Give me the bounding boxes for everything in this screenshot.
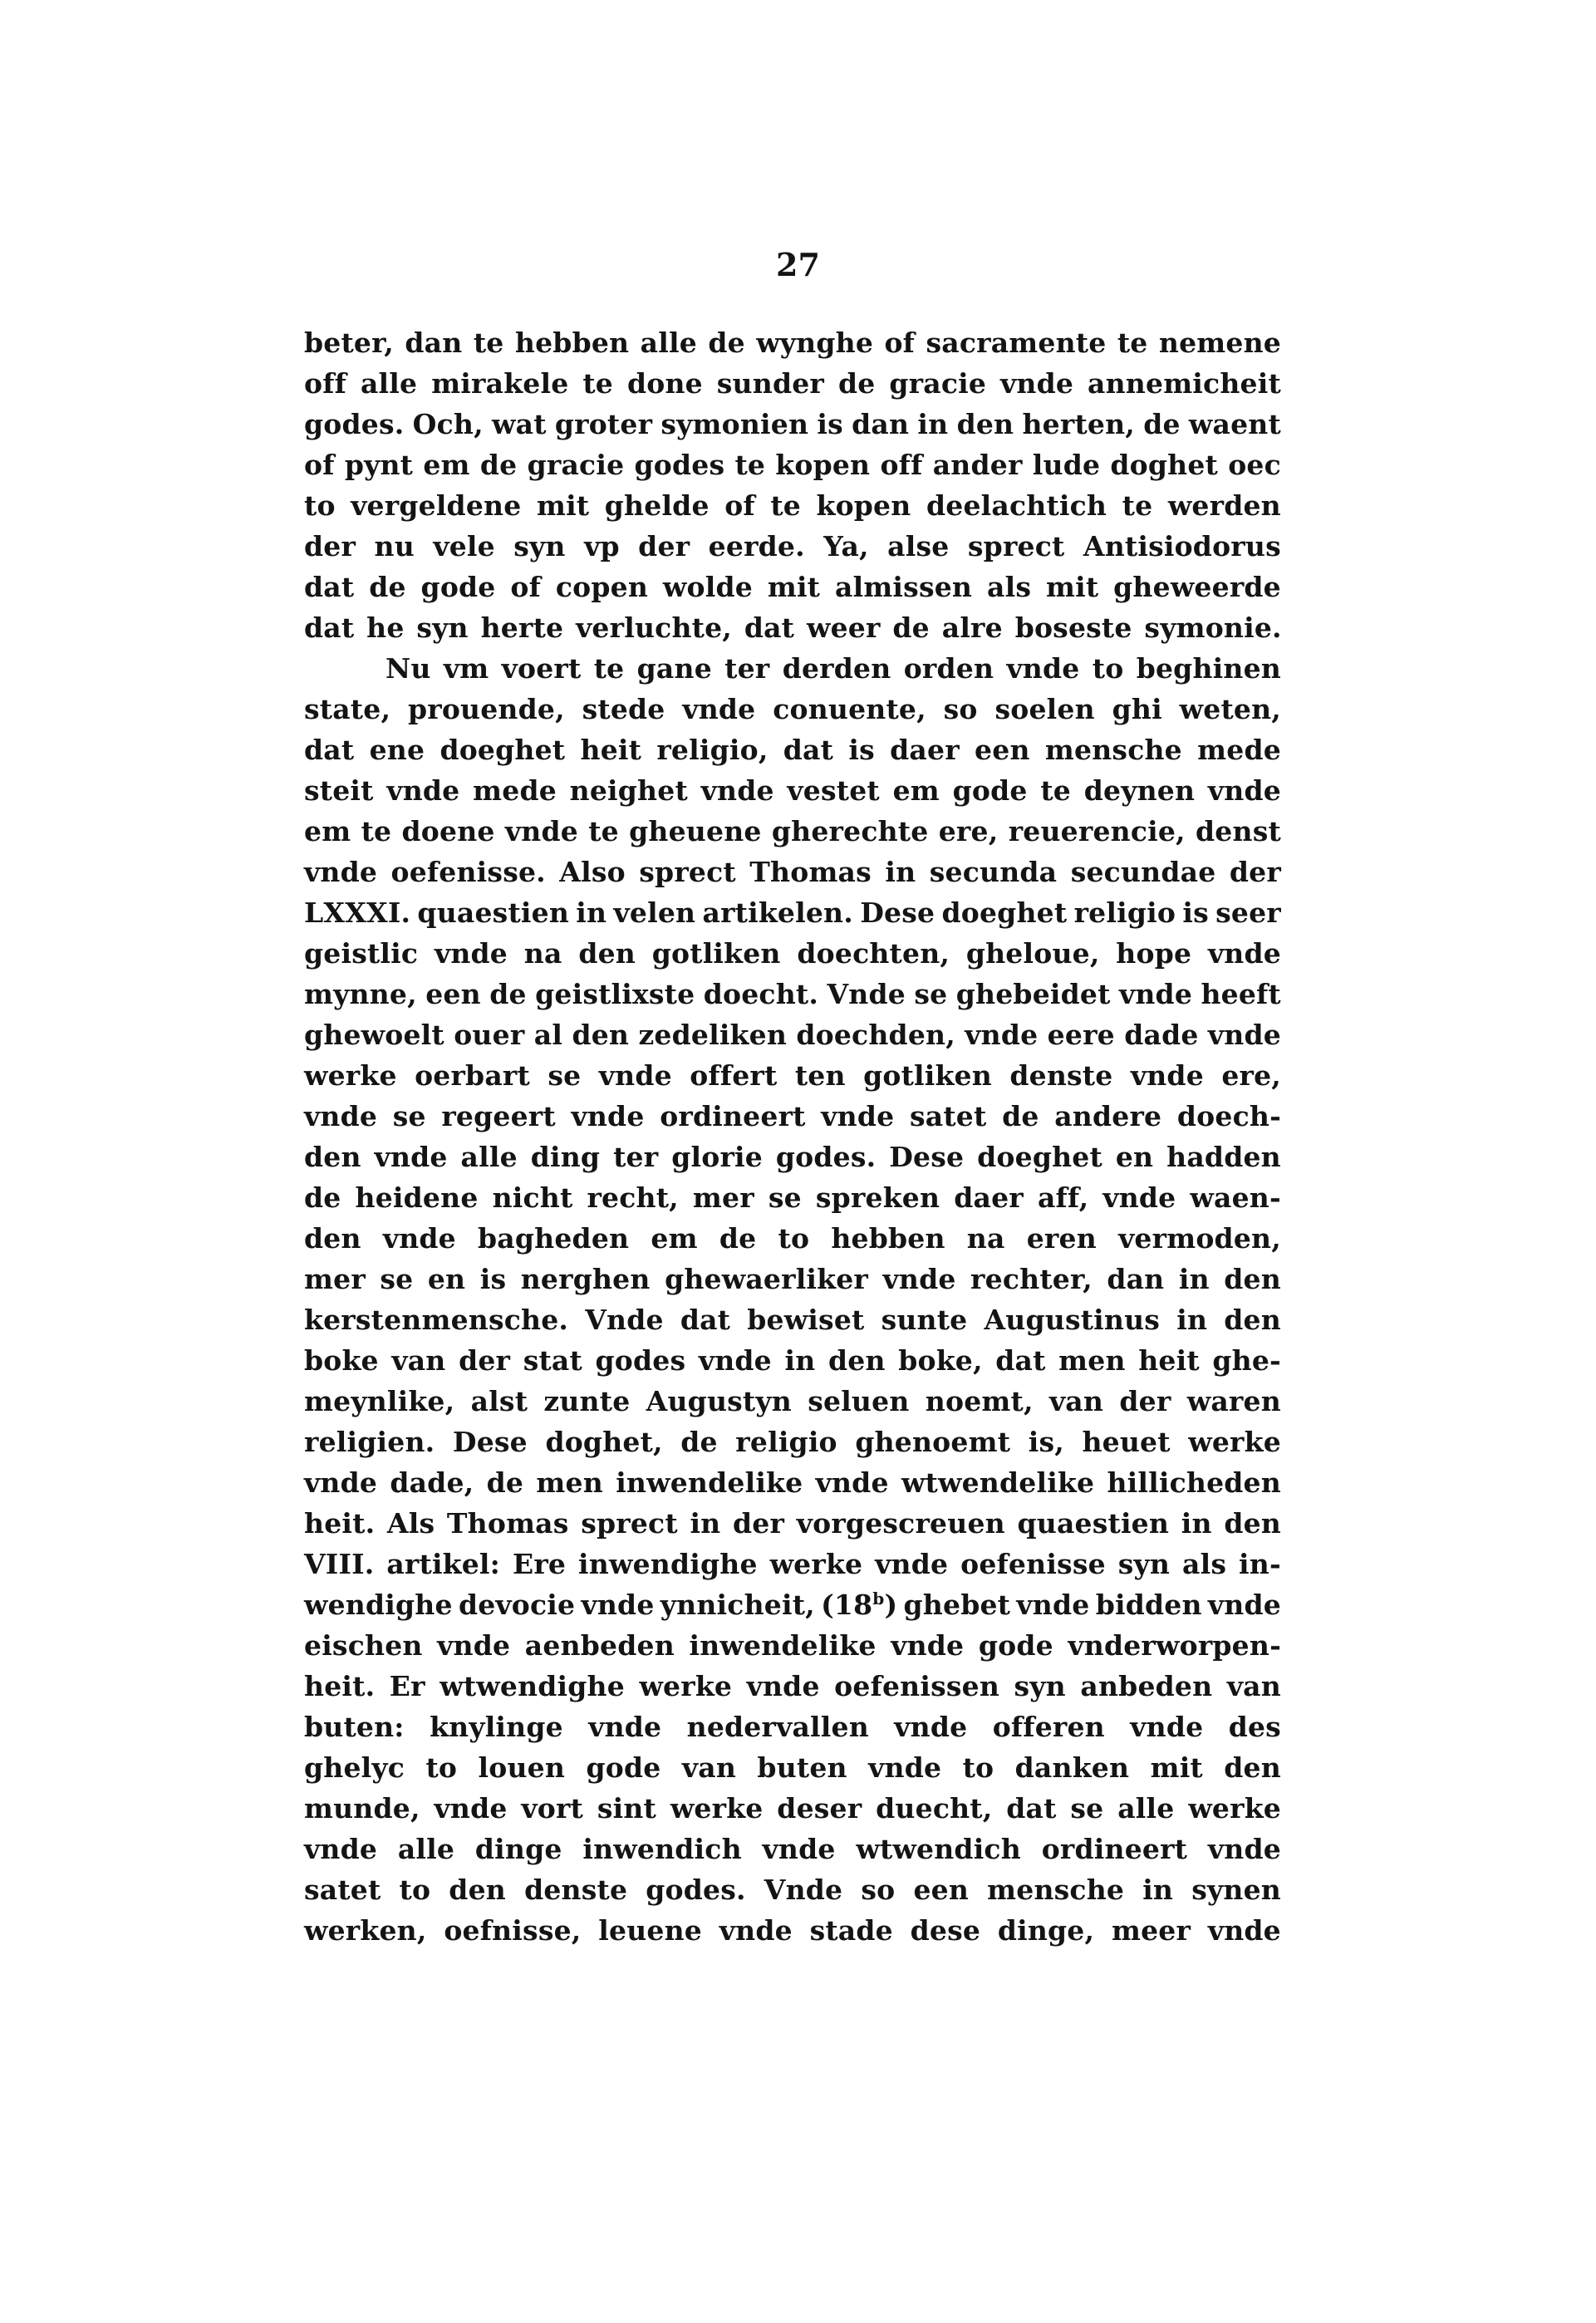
text-line: eischen vnde aenbeden inwendelike vnde gode vnderworpen-	[304, 1629, 1281, 1662]
text-line: em te doene vnde te gheuene gherechte ere, reuerencie, denst	[304, 815, 1281, 847]
text-line: munde, vnde vort sint werke deser duecht, dat se alle werke	[304, 1792, 1281, 1825]
folio-superscript: b	[872, 1589, 885, 1608]
text-line: vnde oefenisse. Also sprect Thomas in secunda secundae der	[304, 856, 1281, 888]
text-line: boke van der stat godes vnde in den boke, dat men heit ghe-	[304, 1344, 1281, 1377]
text-line: werke oerbart se vnde offert ten gotliken denste vnde ere,	[304, 1059, 1281, 1092]
text-line: of pynt em de gracie godes te kopen off ander lude doghet oec	[304, 449, 1281, 481]
text-line: LXXXI. quaestien in velen artikelen. Dese doeghet religio is seer	[304, 896, 1281, 929]
text-line: de heidene nicht recht, mer se spreken daer aff, vnde waen-	[304, 1181, 1281, 1214]
text-line: kerstenmensche. Vnde dat bewiset sunte Augustinus in den	[304, 1304, 1281, 1336]
text-line: godes. Och, wat groter symonien is dan in den herten, de waent	[304, 408, 1281, 440]
paragraph-2	[304, 648, 1281, 1951]
paragraph-1	[304, 322, 1281, 648]
text-line: beter, dan te hebben alle de wynghe of sacramente te nemene	[304, 327, 1281, 359]
text-line: mynne, een de geistlixste doecht. Vnde se ghebeidet vnde heeft	[304, 978, 1281, 1010]
text-line: ghelyc to louen gode van buten vnde to danken mit den	[304, 1751, 1281, 1784]
text-line: steit vnde mede neighet vnde vestet em gode te deynen vnde	[304, 774, 1281, 807]
text-line: dat he syn herte verluchte, dat weer de alre boseste symonie.	[304, 611, 1282, 644]
text-line: der nu vele syn vp der eerde. Ya, alse sprect Antisiodorus	[304, 530, 1281, 562]
text-line: vnde dade, de men inwendelike vnde wtwendelike hillicheden	[304, 1466, 1281, 1499]
text-line: dat de gode of copen wolde mit almissen als mit gheweerde	[304, 571, 1281, 603]
text-line: geistlic vnde na den gotliken doechten, gheloue, hope vnde	[304, 937, 1281, 970]
text-line: heit. Er wtwendighe werke vnde oefenissen syn anbeden van	[304, 1670, 1281, 1702]
text-line: ghewoelt ouer al den zedeliken doechden, vnde eere dade vnde	[304, 1019, 1281, 1051]
text-line: den vnde bagheden em de to hebben na eren vermoden,	[304, 1222, 1281, 1255]
text-line: werken, oefnisse, leuene vnde stade dese dinge, meer vnde	[304, 1914, 1281, 1947]
text-line: Nu vm voert te gane ter derden orden vnde to beghinen	[385, 652, 1281, 685]
text-line: heit. Als Thomas sprect in der vorgescreuen quaestien in den	[304, 1507, 1281, 1540]
text-line: to vergeldene mit ghelde of te kopen deelachtich te werden	[304, 489, 1281, 522]
text-line: mer se en is nerghen ghewaerliker vnde rechter, dan in den	[304, 1263, 1281, 1295]
text-line: vnde alle dinge inwendich vnde wtwendich ordineert vnde	[304, 1833, 1281, 1865]
text-line-folio-ref: wendighe devocie vnde ynnicheit, (18$^b$) ghebet vnde bidden vnde	[304, 1589, 1281, 1621]
text-line: meynlike, alst zunte Augustyn seluen noemt, van der waren	[304, 1385, 1281, 1417]
page-number: 27	[776, 246, 820, 283]
text-line: off alle mirakele te done sunder de gracie vnde annemicheit	[304, 367, 1281, 400]
text-line: VIII. artikel: Ere inwendighe werke vnde oefenisse syn als in-	[304, 1548, 1281, 1580]
text-line: religien. Dese doghet, de religio ghenoemt is, heuet werke	[304, 1426, 1281, 1458]
text-line: den vnde alle ding ter glorie godes. Dese doeghet en hadden	[304, 1141, 1281, 1173]
text-line: satet to den denste godes. Vnde so een mensche in synen	[304, 1874, 1281, 1906]
text-line: state, prouende, stede vnde conuente, so soelen ghi weten,	[304, 693, 1281, 725]
text-line: vnde se regeert vnde ordineert vnde satet de andere doech-	[304, 1100, 1281, 1132]
text-line: buten: knylinge vnde nedervallen vnde offeren vnde des	[304, 1711, 1281, 1743]
body-text	[304, 322, 1281, 1951]
text-line: dat ene doeghet heit religio, dat is daer een mensche mede	[304, 734, 1281, 766]
